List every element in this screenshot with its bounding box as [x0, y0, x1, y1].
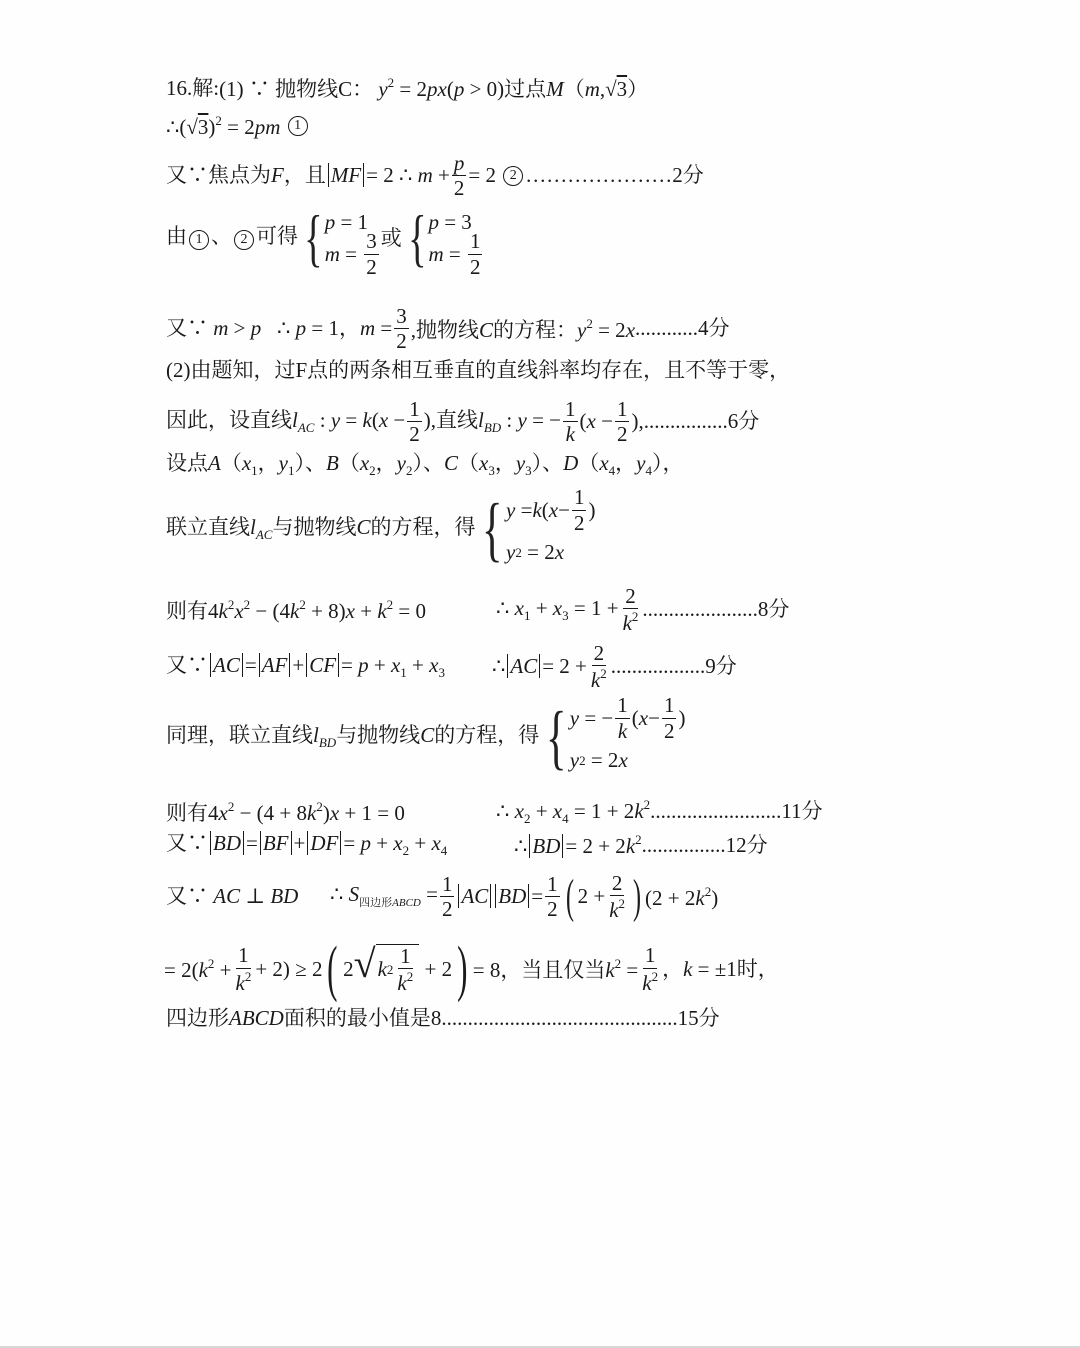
part2-line1: (2)由题知，过F点的两条相互垂直的直线斜率均存在，且不等于零， — [166, 358, 791, 382]
part2-line6: 又∵ AC = AF + CF = $p + x_1 + x_3$ ∴ AC = 2 + $\frac{2}{k^2}$ .................. 9分 — [166, 641, 737, 693]
part2-line2: 因此，设直线$l_{AC}$ : y = k(x − $\frac{1}{2}$ ),直线$l_{BD}$ : y = − $\frac{1}{k}$ (x − $\frac{1}{2}$ ), ................ 6分 — [166, 397, 760, 447]
score-dots: ………………… — [525, 163, 673, 188]
part2-line8: 则有$4x^2 - (4 + 8k^2)x + 1 = 0$ ∴ $x_2 + x_4 = 1 + 2k^2$ ......................... 11分 — [166, 797, 823, 826]
part1-line2: $\therefore(√3)^2 = 2pm$ 1 — [166, 114, 310, 138]
score-label: 15分 — [677, 1006, 720, 1030]
part1-premise: (1) ∵ 抛物线C： $y^2 = 2px(p > 0)$过点M（m,√3） — [219, 75, 649, 101]
system-ac-parabola: { y = k ( x − $\frac{1}{2}$ ) y 2 = 2 x — [482, 485, 596, 569]
fraction-p-over-2: $\frac{p}{2}$ — [453, 151, 465, 201]
part2-line4: 联立直线$l_{AC}$与抛物线C的方程，得 { y = k ( x − $\frac{1}{2}$ ) y 2 = 2 x — [166, 485, 596, 569]
part1-line1 — [166, 76, 648, 100]
problem-number: 16.解: — [166, 75, 220, 100]
solution-system-2: { p = 3 m = $\frac{1}{2}$ — [407, 202, 481, 279]
part2-line12: 四边形ABCD面积的最小值是8 ............................................. 15分 — [166, 1006, 720, 1030]
score-label: 8分 — [757, 597, 790, 622]
score-label: 6分 — [727, 409, 760, 434]
sqrt-expression: √ k 2 $\frac{1}{k^2}$ — [354, 944, 420, 994]
score-label: 2分 — [672, 163, 704, 188]
part2-line7: 同理，联立直线$l_{BD}$与抛物线C的方程，得 { y = − $\frac{1}{k}$ ( x − $\frac{1}{2}$ ) y 2 = 2 x — [166, 693, 686, 777]
part2-line9: 又∵ BD = BF + DF = $p + x_2 + x_4$ ∴ BD = $2 + 2k^2$ ................ 12分 — [166, 831, 768, 858]
solution-system-1: { p = 1 m = $\frac{3}{2}$ — [304, 202, 377, 279]
part2-line10: 又∵ AC ⊥ BD ∴ $S_{四边形ABCD}$ = $\frac{1}{2}$ AC BD = $\frac{1}{2}$ ( 2 + $\frac{2}{k^2}$ ) $(2 + 2k^2)$ — [166, 869, 719, 923]
score-label: 9分 — [705, 654, 737, 679]
equation-marker-1: 1 — [288, 116, 308, 136]
part2-line3: 设点$A(x_1$，$y_1$）、$B(x_2$，$y_2$）、$C(x_3$，$y_3$）、$D(x_4$，$y_4$）， — [166, 451, 684, 478]
part1-line5: 又∵ m > p ∴ p = 1，m = $\frac{3}{2}$ ,抛物线C的方程：$y^2 = 2x$ ............ 4分 — [166, 304, 730, 354]
system-bd-parabola: { y = − $\frac{1}{k}$ ( x − $\frac{1}{2}$ ) y 2 = 2 x — [546, 693, 686, 777]
part1-line4: 由 1 、 2 可得 { p = 1 m = $\frac{3}{2}$ 或 { p = 3 m = $\frac{1}{2}$ — [166, 206, 484, 270]
part1-line3: 又∵焦点为F，且 MF = 2 ∴ m + $\frac{p}{2}$ = 2 2 ………………… 2分 — [166, 151, 704, 201]
score-label: 12分 — [725, 832, 768, 857]
score-label: 4分 — [698, 316, 730, 341]
part2-line5: 则有$4k^2x^2 - (4k^2 + 8)x + k^2 = 0$ ∴ $x_1 + x_3 = 1$ + $\frac{2}{k^2}$ ...................... 8分 — [166, 584, 790, 636]
score-label: 11分 — [781, 799, 823, 823]
equation-marker-2: 2 — [503, 166, 523, 186]
part2-line11: = $2(k^2$ + $\frac{1}{k^2}$ + 2) ≥ 2 ( 2 √ k 2 $\frac{1}{k^2}$ + 2 ) = 8，当且仅当$k^2$ = $\frac{1}{k^2}$ ，k = ±1时， — [164, 935, 779, 1003]
